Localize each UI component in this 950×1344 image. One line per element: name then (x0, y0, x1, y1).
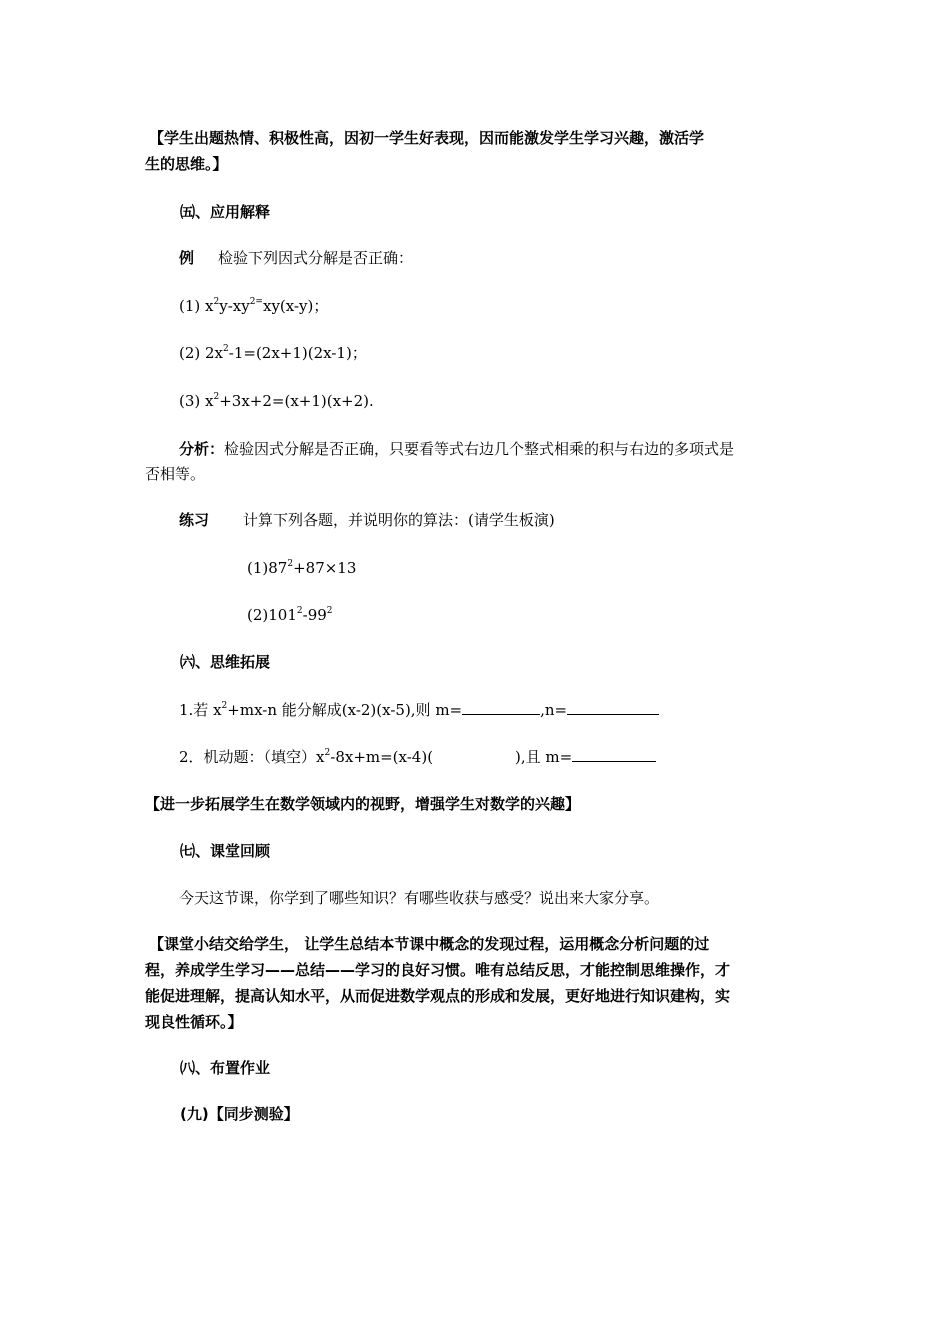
summary-note-line2: 程，养成学生学习——总结——学习的良好习惯。唯有总结反思，才能控制思维操作，才 (145, 961, 731, 979)
analysis-line1: 分析：检验因式分解是否正确，只要看等式右边几个整式相乘的积与右边的多项式是 (179, 440, 735, 458)
analysis-line2: 否相等。 (145, 465, 206, 483)
extension-question-1: 1.若 $x^2+mx-n$ 能分解成(x-2)(x-5),则 m= ,n= (179, 700, 659, 720)
summary-note-line4: 现良性循环。】 (145, 1013, 243, 1031)
section6-title: ㈥、思维拓展 (180, 653, 271, 671)
section9-title: (九)【同步测验】 (180, 1105, 299, 1123)
practice-label: 练习 (179, 511, 210, 529)
example-line (179, 248, 413, 268)
example-item-2: (2) $2x^2-1=(2x+1)(2x-1)$； (179, 344, 367, 362)
section7-title: ㈦、课堂回顾 (180, 842, 271, 860)
answer-blank-m2[interactable] (572, 747, 656, 762)
section8-title: ㈧、布置作业 (180, 1059, 271, 1077)
analysis-label: 分析： (179, 440, 225, 458)
summary-note-line3: 能促进理解，提高认知水平，从而促进数学观点的形成和发展，更好地进行知识建构，实 (145, 987, 731, 1005)
practice-prompt: 计算下列各题，并说明你的算法：(请学生板演) (243, 511, 555, 529)
example-label: 例 (179, 249, 195, 267)
practice-item-1: $(1)87^2+87\times 13$ (247, 559, 357, 577)
answer-blank-n[interactable] (567, 700, 659, 715)
answer-blank-m[interactable] (462, 700, 540, 715)
practice-item-2: $(2)101^2-99^2$ (247, 606, 333, 624)
intro-note-line1: 【学生出题热情、积极性高，因初一学生好表现，因而能激发学生学习兴趣，激活学 (149, 129, 705, 147)
example-item-3: (3) $x^2+3x+2=(x+1)(x+2)$. (179, 392, 374, 410)
example-item-1: (1) $x^2y-xy^{2=}xy(x-y)$； (179, 297, 329, 315)
extension-question-2: 2．机动题：（填空）$x^2-8x+m=(x-4)$( ),且 m= (179, 747, 656, 767)
summary-note-line1: 【课堂小结交给学生， 让学生总结本节课中概念的发现过程，运用概念分析问题的过 (149, 935, 710, 953)
practice-line (179, 510, 555, 530)
section5-title: ㈤、应用解释 (180, 203, 271, 221)
extension-note: 【进一步拓展学生在数学领域内的视野，增强学生对数学的兴趣】 (145, 795, 581, 813)
review-text: 今天这节课，你学到了哪些知识？有哪些收获与感受？说出来大家分享。 (179, 889, 660, 907)
intro-note-line2: 生的思维。】 (145, 155, 228, 173)
example-prompt: 检验下列因式分解是否正确： (218, 249, 414, 267)
